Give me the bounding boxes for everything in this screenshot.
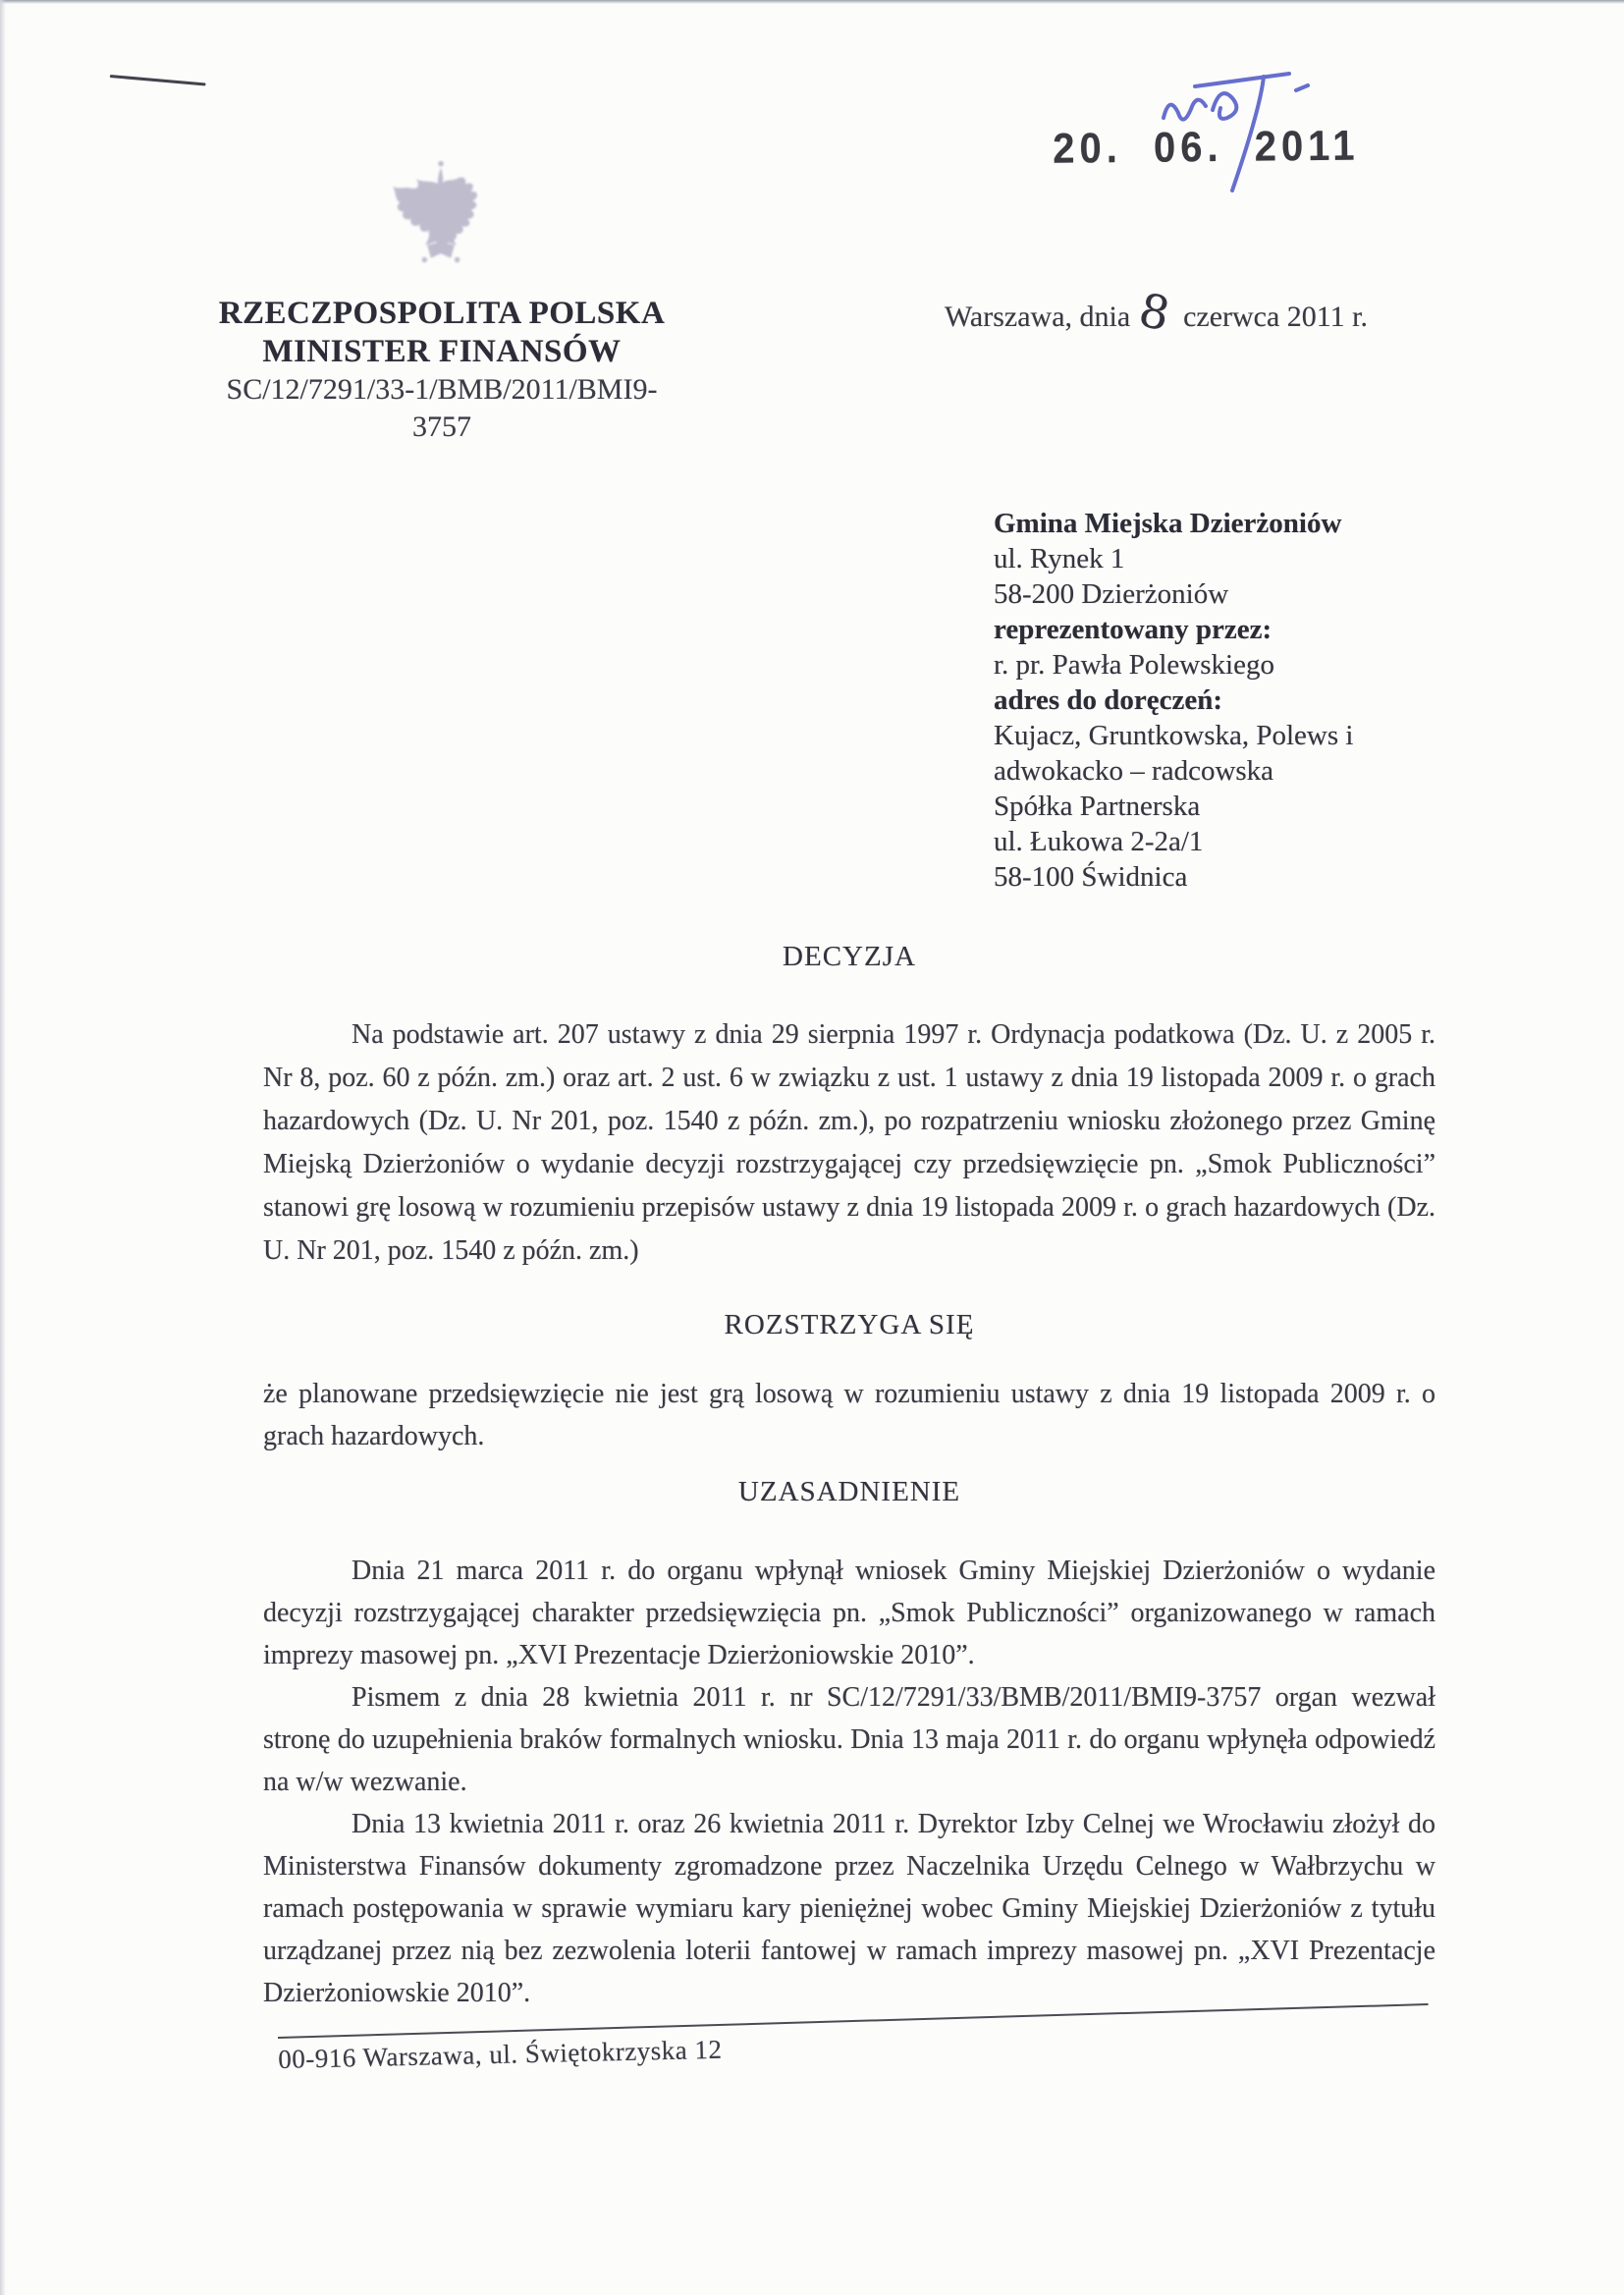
law-firm-street: ul. Łukowa 2-2a/1 [994,826,1204,857]
polish-eagle-emblem-icon [386,160,496,278]
law-firm-partnership: Spółka Partnerska [994,791,1201,822]
justification-paragraph-2: Pismem z dnia 28 kwietnia 2011 r. nr SC/12/7291/33/BMB/2011/BMI9-3757 organ wezwał stronę do uzupełnienia braków formalnych wniosku. Dnia 13 maja 2011 r. do organu wpłynęła odpowiedź na w/w wezwanie. [263,1682,1435,1797]
justification-block [263,1550,1435,2014]
law-firm-type: adwokacko – radcowska [994,755,1274,787]
justification-heading: UZASADNIENIE [737,1476,961,1507]
letterhead-country: RZECZPOSPOLITA POLSKA [218,296,666,331]
letterhead-minister: MINISTER FINANSÓW [262,334,622,369]
dateline-suffix: czerwca 2011 r. [1183,301,1369,333]
delivery-address-label: adres do doręczeń: [994,684,1223,716]
dateline-prefix: Warszawa, dnia [945,301,1131,333]
footer-ministry-address: 00-916 Warszawa, ul. Świętokrzyska 12 [278,2034,723,2074]
represented-by-label: reprezentowany przez: [994,614,1272,645]
scan-dash-artifact [110,75,206,86]
reference-number-line2: 3757 [412,410,471,443]
justification-paragraph-1: Dnia 21 marca 2011 r. do organu wpłynął wniosek Gminy Miejskiej Dzierżoniów o wydanie decyzji rozstrzygającej charakter przedsięwzięcia pn. „Smok Publiczności” organizowanego w ramach imprezy masowej pn. „XVI Prezentacje Dzierżoniowskie 2010”. [263,1556,1435,1670]
recipient-address-block [994,506,1353,895]
date-received-stamp: 20. 06. 2011 [1053,122,1360,173]
recipient-name: Gmina Miejska Dzierżoniów [994,508,1342,539]
decision-heading: DECYZJA [783,941,916,972]
representative-name: r. pr. Pawła Polewskiego [994,649,1274,681]
law-firm-city: 58-100 Świdnica [994,861,1188,893]
letterhead [128,295,756,446]
dateline [945,283,1369,343]
recipient-city: 58-200 Dzierżoniów [994,578,1229,610]
scan-left-edge-artifact [0,0,6,2295]
resolution-paragraph: że planowane przedsięwzięcie nie jest grą losową w rozumieniu ustawy z dnia 19 listopada 2009 r. o grach hazardowych. [263,1379,1435,1451]
law-firm-name: Kujacz, Gruntkowska, Polews i [994,720,1354,751]
scan-top-edge-artifact [0,0,1624,4]
justification-paragraph-3: Dnia 13 kwietnia 2011 r. oraz 26 kwietnia 2011 r. Dyrektor Izby Celnej we Wrocławiu złożył do Ministerstwa Finansów dokumenty zgromadzone przez Naczelnika Urzędu Celnego w Wałbrzychu w ramach postępowania w sprawie wymiaru kary pieniężnej wobec Gminy Miejskiej Dzierżoniów z tytułu urządzanej przez nią bez zezwolenia loterii fantowej w ramach imprezy masowej pn. „XVI Prezentacje Dzierżoniowskie 2010”. [263,1809,1435,2008]
resolution-block [263,1373,1435,1457]
recipient-street: ul. Rynek 1 [994,543,1125,574]
resolution-heading: ROZSTRZYGA SIĘ [724,1309,975,1340]
reference-number-line1: SC/12/7291/33-1/BMB/2011/BMI9- [226,373,658,406]
decision-basis-block [263,1013,1435,1273]
decision-basis-paragraph: Na podstawie art. 207 ustawy z dnia 29 sierpnia 1997 r. Ordynacja podatkowa (Dz. U. z 2005 r. Nr 8, poz. 60 z późn. zm.) oraz art. 2 ust. 6 w związku z ust. 1 ustawy z dnia 19 listopada 2009 r. o grach hazardowych (Dz. U. Nr 201, poz. 1540 z późn. zm.), po rozpatrzeniu wniosku złożonego przez Gminę Miejską Dzierżoniów o wydanie decyzji rozstrzygającej czy przedsięwzięcie pn. „Smok Publiczności” stanowi grę losową w rozumieniu przepisów ustawy z dnia 19 listopada 2009 r. o grach hazardowych (Dz. U. Nr 201, poz. 1540 z późn. zm.) [263,1019,1435,1266]
handwritten-day-number: 8 [1134,283,1175,343]
